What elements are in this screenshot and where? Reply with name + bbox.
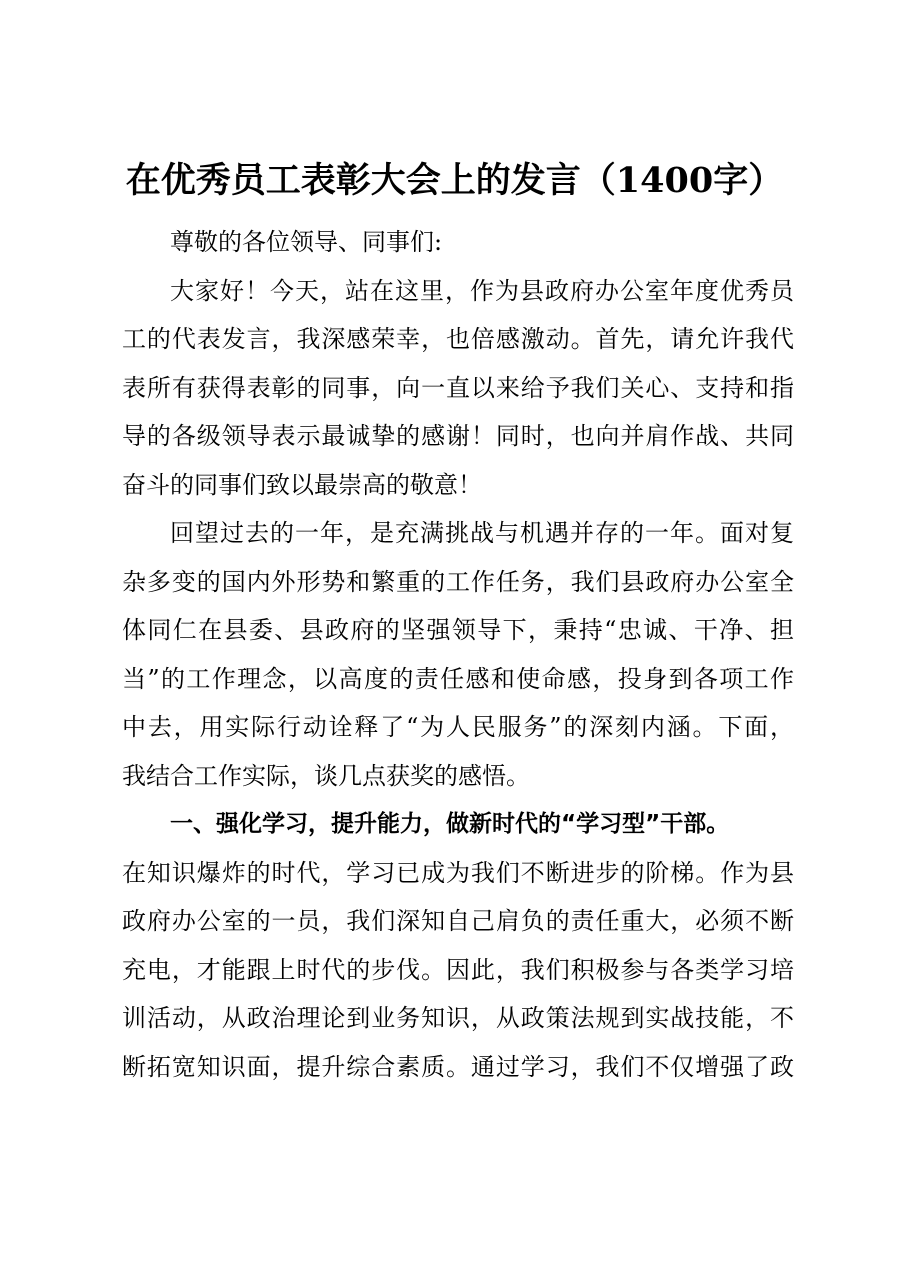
document-body	[122, 218, 794, 1091]
paragraph-line: 奋斗的同事们致以最崇高的敬意！	[122, 470, 482, 499]
paragraph-line: 体同仁在县委、县政府的坚强领导下，秉持“忠诚、干净、担	[122, 616, 794, 644]
paragraph-line: 回望过去的一年，是充满挑战与机遇并存的一年。面对复	[170, 519, 794, 547]
paragraph-line: 导的各级领导表示最诚挚的感谢！同时，也向并肩作战、共同	[122, 422, 794, 450]
paragraph-line: 政府办公室的一员，我们深知自己肩负的责任重大，必须不断	[122, 907, 794, 935]
paragraph-line: 当”的工作理念，以高度的责任感和使命感，投身到各项工作	[122, 664, 794, 693]
paragraph-line: 工的代表发言，我深感荣幸，也倍感激动。首先，请允许我代	[122, 325, 794, 353]
paragraph-line: 训活动，从政治理论到业务知识，从政策法规到实战技能，不	[122, 1004, 794, 1032]
paragraph-line: 中去，用实际行动诠释了“为人民服务”的深刻内涵。下面，	[122, 713, 794, 741]
salutation: 尊敬的各位领导、同事们:	[170, 228, 443, 256]
paragraph-line: 表所有获得表彰的同事，向一直以来给予我们关心、支持和指	[122, 373, 794, 402]
paragraph-line: 在知识爆炸的时代，学习已成为我们不断进步的阶梯。作为县	[122, 858, 794, 887]
paragraph-line: 杂多变的国内外形势和繁重的工作任务，我们县政府办公室全	[122, 567, 794, 596]
document-title: 在优秀员工表彰大会上的发言（1400字）	[125, 160, 784, 201]
paragraph-line: 断拓宽知识面，提升综合素质。通过学习，我们不仅增强了政	[122, 1052, 794, 1081]
paragraph-line: 我结合工作实际，谈几点获奖的感悟。	[122, 761, 530, 790]
section-heading: 一、强化学习，提升能力，做新时代的“学习型”干部。	[170, 811, 730, 837]
paragraph-line: 充电，才能跟上时代的步伐。因此，我们积极参与各类学习培	[122, 955, 794, 984]
paragraph-line: 大家好！今天，站在这里，作为县政府办公室年度优秀员	[170, 276, 794, 305]
